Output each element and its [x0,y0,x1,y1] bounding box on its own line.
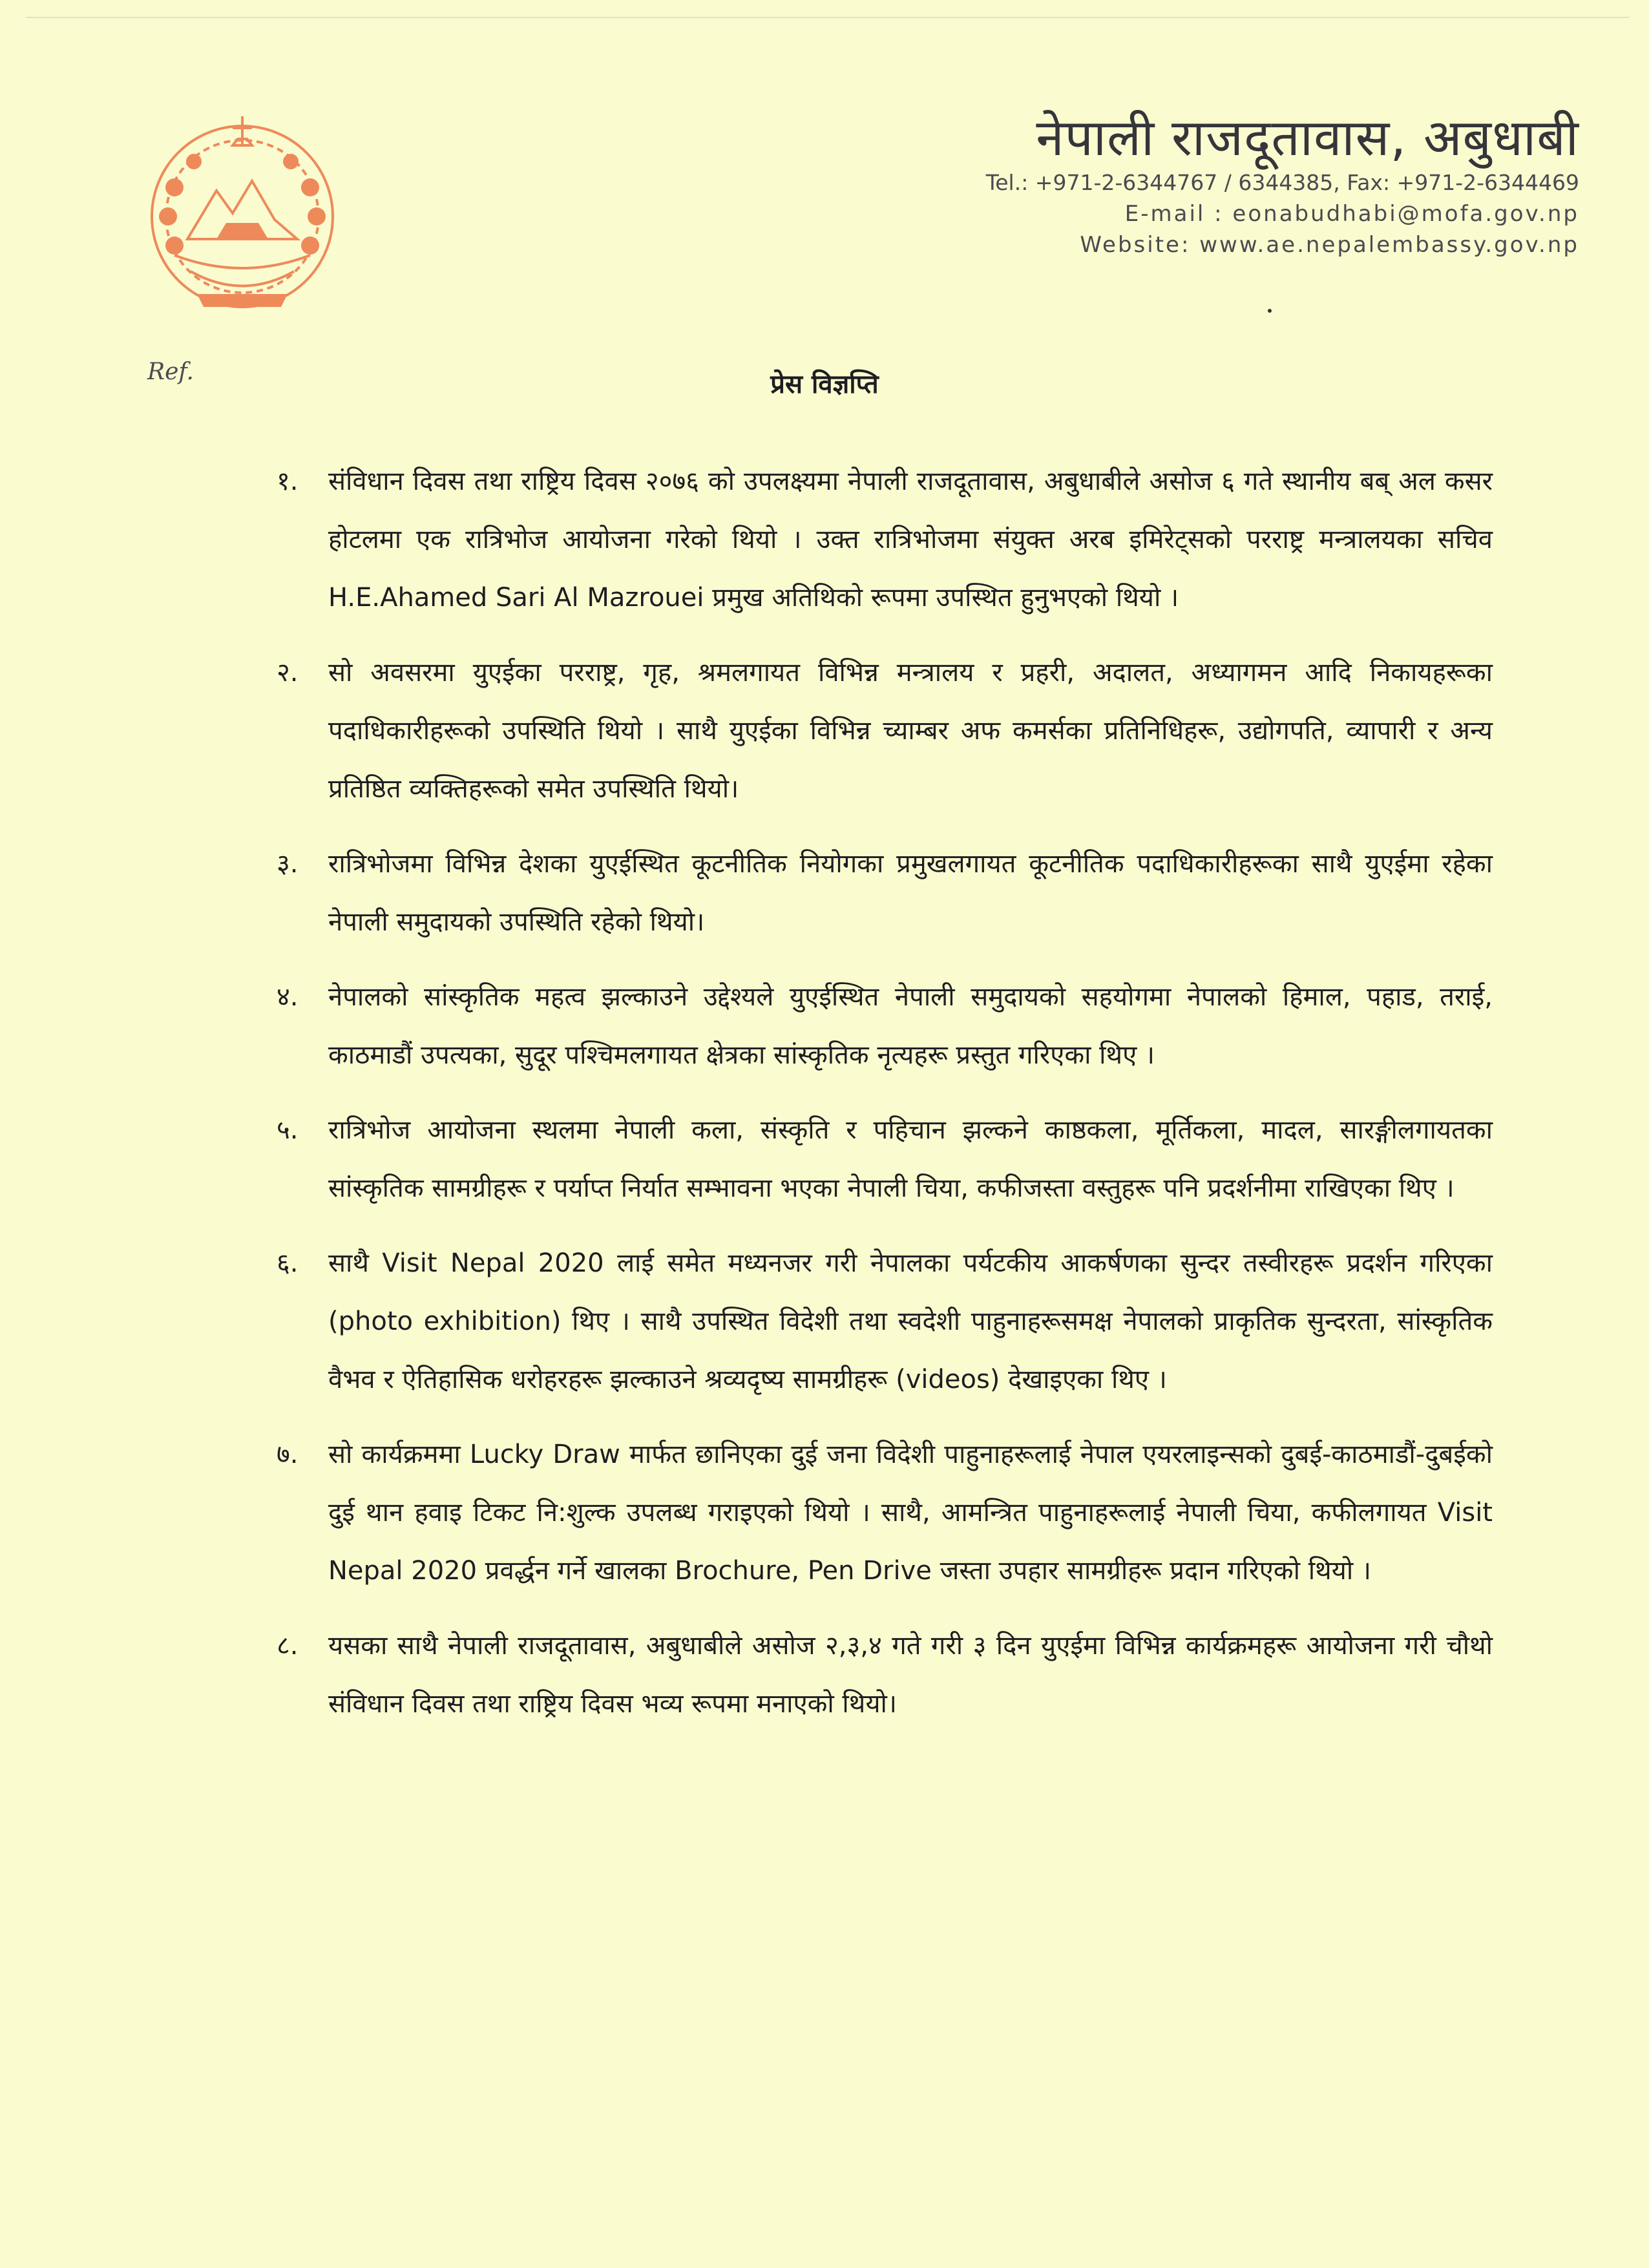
item-text: रात्रिभोजमा विभिन्न देशका युएईस्थित कूटनीतिक नियोगका प्रमुखलगायत कूटनीतिक पदाधिकारीहरूका साथै युएईमा रहेका नेपाली समुदायको उपस्थिति रहेको थियो। [328,849,1493,937]
item-text: यसका साथै नेपाली राजदूतावास, अबुधाबीले असोज २,३,४ गते गरी ३ दिन युएईमा विभिन्न कार्यक्रमहरू आयोजना गरी चौथो संविधान दिवस तथा राष्ट्रिय दिवस भव्य रूपमा मनाएको थियो। [328,1631,1493,1719]
item-number: १. [277,467,299,496]
list-item [278,1234,1493,1409]
list-item [278,644,1493,818]
item-text: नेपालको सांस्कृतिक महत्व झल्काउने उद्देश्यले युएईस्थित नेपाली समुदायको सहयोगमा नेपालको हिमाल, पहाड, तराई, काठमाडौं उपत्यका, सुदूर पश्चिमलगायत क्षेत्रका सांस्कृतिक नृत्यहरू प्रस्तुत गरिएका थिए । [328,982,1493,1070]
list-item [278,1101,1493,1217]
ref-label: Ref. [147,359,194,385]
item-number: ४. [277,982,299,1012]
ink-mark [1268,309,1272,313]
item-text: सो कार्यक्रममा Lucky Draw मार्फत छानिएका दुई जना विदेशी पाहुनाहरूलाई नेपाल एयरलाइन्सको दुबई-काठमाडौं-दुबईको दुई थान हवाइ टिकट नि:शुल्क उपलब्ध गराइएको थियो । साथै, आमन्त्रित पाहुनाहरूलाई नेपाली चिया, कफीलगायत Visit Nepal 2020 प्रवर्द्धन गर्ने खालका Brochure, Pen Drive जस्ता उपहार सामग्रीहरू प्रदान गरिएको थियो । [328,1440,1493,1586]
item-number: ५. [277,1115,299,1145]
press-release-body [278,452,1493,1750]
nepal-coat-of-arms-icon [136,110,349,323]
list-item [278,1617,1493,1733]
item-number: ७. [277,1440,299,1469]
list-item [278,835,1493,951]
email-line: E-mail : eonabudhabi@mofa.gov.np [1124,200,1579,227]
item-number: ८. [277,1631,299,1661]
item-text: संविधान दिवस तथा राष्ट्रिय दिवस २०७६ को उपलक्ष्यमा नेपाली राजदूतावास, अबुधाबीले असोज ६ गते स्थानीय बब् अल कसर होटलमा एक रात्रिभोज आयोजना गरेको थियो । उक्त रात्रिभोजमा संयुक्त अरब इमिरेट्सको परराष्ट्र मन्त्रालयका सचिव H.E.Ahamed Sari Al Mazrouei प्रमुख अतिथिको रूपमा उपस्थित हुनुभएको थियो । [328,467,1493,613]
item-number: ३. [277,849,299,879]
list-item [278,1425,1493,1600]
item-text: साथै Visit Nepal 2020 लाई समेत मध्यनजर गरी नेपालका पर्यटकीय आकर्षणका सुन्दर तस्वीरहरू प्रदर्शन गरिएका (photo exhibition) थिए । साथै उपस्थित विदेशी तथा स्वदेशी पाहुनाहरूसमक्ष नेपालको प्राकृतिक सुन्दरता, सांस्कृतिक वैभव र ऐतिहासिक धरोहरहरू झल्काउने श्रव्यदृष्य सामग्रीहरू (videos) देखाइएका थिए । [328,1248,1493,1394]
item-text: सो अवसरमा युएईका परराष्ट्र, गृह, श्रमलगायत विभिन्न मन्त्रालय र प्रहरी, अदालत, अध्यागमन आदि निकायहरूका पदाधिकारीहरूको उपस्थिति थियो । साथै युएईका विभिन्न च्याम्बर अफ कमर्सका प्रतिनिधिहरू, उद्योगपति, व्यापारी र अन्य प्रतिष्ठित व्यक्तिहरूको समेत उपस्थिति थियो। [328,658,1493,804]
item-text: रात्रिभोज आयोजना स्थलमा नेपाली कला, संस्कृति र पहिचान झल्कने काष्ठकला, मूर्तिकला, मादल, सारङ्गीलगायतका सांस्कृतिक सामग्रीहरू र पर्याप्त निर्यात सम्भावना भएका नेपाली चिया, कफीजस्ता वस्तुहरू पनि प्रदर्शनीमा राखिएका थिए । [328,1115,1493,1203]
list-item [278,452,1493,627]
embassy-letterhead [986,110,1579,260]
item-number: २. [277,658,299,688]
embassy-name: नेपाली राजदूतावास, अबुधाबी [1036,109,1579,167]
telephone-fax-line: Tel.: +971-2-6344767 / 6344385, Fax: +971-2-6344469 [985,169,1579,195]
list-item [278,968,1493,1084]
item-number: ६. [277,1248,299,1278]
website-line: Website: www.ae.nepalembassy.gov.np [1080,231,1579,258]
document-title: प्रेस विज्ञप्ति [770,370,879,399]
page-top-edge [26,17,1630,18]
